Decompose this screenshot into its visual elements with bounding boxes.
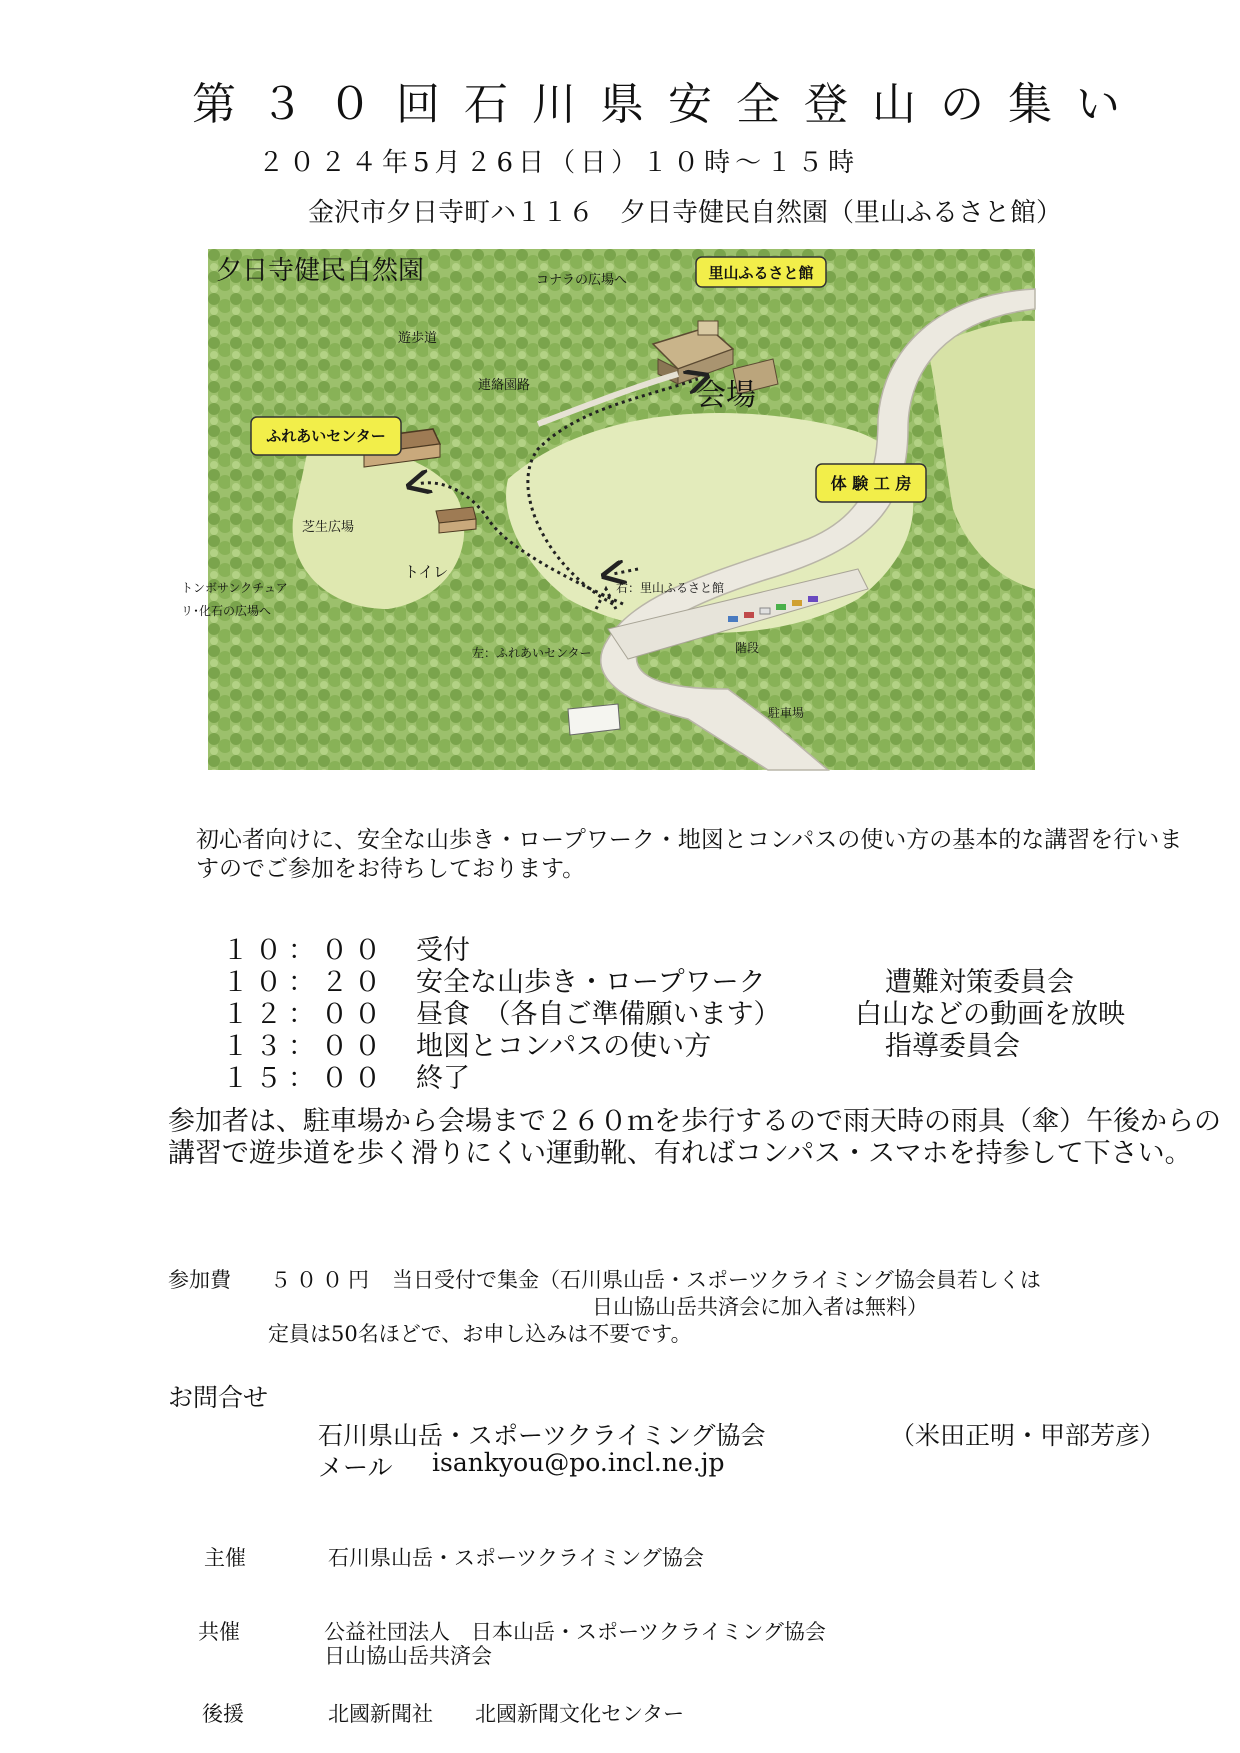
schedule-activity: 安全な山歩き・ロープワーク <box>416 967 766 998</box>
toilet-building <box>436 507 476 533</box>
fee-text-line2: 日山協山岳共済会に加入者は無料） <box>592 1295 928 1319</box>
map-label-taiken: 体 験 工 房 <box>830 474 912 493</box>
map-label-yuhodo: 遊歩道 <box>398 331 438 346</box>
cohost-name-2: 日山協山岳共済会 <box>324 1644 492 1668</box>
schedule-time: １０：２０ <box>222 967 387 998</box>
map-title: 夕日寺健民自然園 <box>216 256 425 286</box>
contact-email[interactable]: isankyou@po.incl.ne.jp <box>432 1448 725 1477</box>
cohost-label: 共催 <box>198 1620 240 1644</box>
park-map <box>181 249 1035 770</box>
schedule-note: 指導委員会 <box>885 1031 1020 1062</box>
host-label: 主催 <box>204 1546 246 1570</box>
fee-amount: ５００円 <box>270 1268 374 1292</box>
event-venue: 金沢市夕日寺町ハ１１６ 夕日寺健民自然園（里山ふるさと館） <box>308 198 1063 228</box>
schedule-note: 遭難対策委員会 <box>885 967 1074 998</box>
schedule-time: １０：００ <box>222 935 387 966</box>
schedule-activity: 終了 <box>416 1063 470 1094</box>
event-date: ２０２４年5月２6日（日）１０時～１５時 <box>258 148 860 178</box>
map-label-konara: コナラの広場へ <box>536 273 628 288</box>
support-label: 後援 <box>202 1702 244 1726</box>
map-label-renraku: 連絡園路 <box>478 378 531 393</box>
schedule-note: 白山などの動画を放映 <box>855 999 1125 1030</box>
map-label-toilet: トイレ <box>404 563 449 581</box>
map-label-shibafu: 芝生広場 <box>302 520 355 535</box>
map-label-right-direction: 右：里山ふるさと館 <box>616 581 725 595</box>
notice-text: 参加者は、駐車場から会場まで２６０ｍを歩行するので雨天時の雨具（傘）午後からの講習で遊歩道を歩く滑りにくい運動靴、有ればコンパス・スマホを持参して下さい。 <box>168 1106 1221 1169</box>
schedule-activity: 受付 <box>416 935 470 966</box>
schedule-time: １３：００ <box>222 1031 387 1062</box>
schedule-time: １５：００ <box>222 1063 387 1094</box>
fee-text-line1: 当日受付で集金（石川県山岳・スポーツクライミング協会員若しくは <box>392 1268 1041 1292</box>
support-names: 北國新聞社 北國新聞文化センター <box>328 1702 685 1726</box>
contact-heading: お問合せ <box>168 1383 269 1412</box>
map-label-satoyama: 里山ふるさと館 <box>708 264 814 282</box>
map-label-kaijo: 会場 <box>696 378 756 413</box>
map-label-tonbo-line1: トンボサンクチュア <box>181 581 288 595</box>
cohost-name-1: 公益社団法人 日本山岳・スポーツクライミング協会 <box>324 1620 826 1644</box>
park-map-illustration <box>181 249 1035 770</box>
fee-label: 参加費 <box>168 1268 231 1292</box>
capacity-text: 定員は50名ほどで、お申し込みは不要です。 <box>268 1322 692 1346</box>
contact-org: 石川県山岳・スポーツクライミング協会 <box>318 1421 766 1450</box>
page-title: 第３０回石川県安全登山の集い <box>192 79 1144 130</box>
gate-building <box>568 704 620 735</box>
intro-text: 初心者向けに、安全な山歩き・ロープワーク・地図とコンパスの使い方の基本的な講習を行いますのでご参加をお待ちしております。 <box>196 827 1183 882</box>
map-label-tonbo-line2: リ･化石の広場へ <box>181 604 272 618</box>
schedule-activity: 地図とコンパスの使い方 <box>416 1031 712 1062</box>
schedule-activity: 昼食 （各自ご準備願います） <box>416 999 781 1030</box>
map-label-stairs: 階段 <box>735 641 760 655</box>
map-label-left-direction: 左：ふれあいセンター <box>472 646 592 660</box>
schedule-time: １２：００ <box>222 999 387 1030</box>
map-label-fureai: ふれあいセンター <box>266 427 386 445</box>
contact-people: （米田正明・甲部芳彦） <box>890 1421 1166 1450</box>
map-label-parking: 駐車場 <box>768 706 805 720</box>
mail-label: メール <box>318 1453 393 1482</box>
host-name: 石川県山岳・スポーツクライミング協会 <box>328 1546 704 1570</box>
